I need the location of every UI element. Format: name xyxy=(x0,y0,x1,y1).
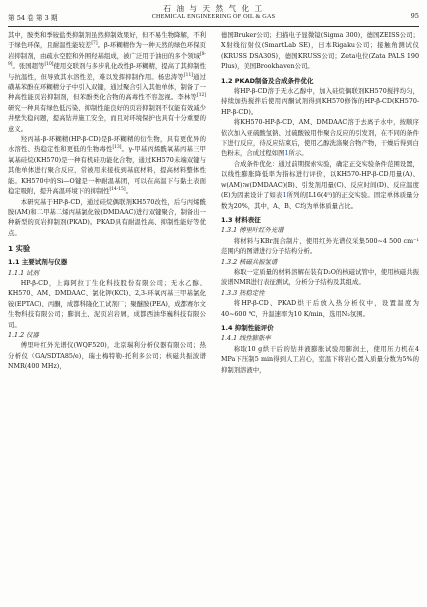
paragraph: 将材料与KBr混合制片，使用红外光谱仪采集500~4 500 cm⁻¹范围内的图谱进行分子结构分析。 xyxy=(221,237,419,256)
subsection-heading: 1.4 抑制性能评价 xyxy=(221,323,274,332)
subsection-heading: 1.2 PKAD制备及合成条件优化 xyxy=(221,76,314,85)
subsubsection-heading: 1.3.3 热稳定性 xyxy=(221,289,265,297)
subsubsection-heading: 1.4.1 线性膨胀率 xyxy=(221,335,271,343)
citation[interactable]: [8-9] xyxy=(8,51,206,68)
paragraph: 合成条件优化：通过前期探索实验，确定正交实验条件范围设置，以线性膨胀降低率为指标进行评价，以KH570-HP-β-CD用量(A)、w(AM)∶w(DMDAAC)(B)、引发剂用量(C)、反应时间(D)、反应温度(E)为因素设计了如表1所列的[L16(4⁵)]的正交实验。固定单体质量分数为20%，其中，A、B、C均为单体质量占比。 xyxy=(221,160,419,210)
left-column xyxy=(8,31,206,373)
subsection-heading: 1.3 材料表征 xyxy=(221,215,261,224)
citation[interactable]: [13] xyxy=(112,145,122,151)
citation[interactable]: [10] xyxy=(44,62,54,68)
citation[interactable]: [11] xyxy=(183,72,193,78)
paragraph: 称取一定质量的材料溶解在装有D₂O的核磁试管中，使用核磁共振波谱NMR进行表征测试，分析分子结构及其组成。 xyxy=(221,268,419,287)
journal-title xyxy=(8,4,419,21)
paragraph: 本研究基于HP-β-CD，通过硅烷偶联剂KH570改性，后与丙烯酰胺(AM)和二甲基二烯丙基氯化铵(DMDAAC)进行双键聚合，制备出一种新型的页岩抑制剂(PKAD)。PKAD具有耐温性高、抑制性能好等优点。 xyxy=(8,198,206,237)
paragraph: 傅里叶红外光谱仪(WQF520)，北京瑞利分析仪器有限公司；热分析仪（GA/SDTA85/e)，瑞士梅特勒-托利多公司；核磁共振波谱NMR(400 MHz)， xyxy=(8,342,206,371)
journal-title-en: CHEMICAL ENGINEERING OF OIL & GAS xyxy=(151,13,276,20)
paragraph: 将KH570-HP-β-CD、AM、DMDAAC溶于去离子水中，按顺序依次加入亚硫酸氢钠、过硫酸铵用作聚合反应的引发剂，在不同的条件下进行反应，待反应结束后，使用乙醇洗涤聚合物产物，干燥后得到白色粉末，合成过程如图1所示。 xyxy=(221,119,419,158)
header-rule xyxy=(8,26,419,27)
page-number: 95 xyxy=(410,12,419,20)
paragraph: 德国Bruker公司；扫描电子显微镜(Sigma 300)，德国ZEISS公司；X射线衍射仪(SmartLab SE)，日本Rigaku公司；接触角测试仪(KRUSS DSA30S)，德国KRUSS公司；Zeta电位(Zata PALS 190 Plus)，美国Brookhaven公司。 xyxy=(221,32,419,71)
table-link[interactable]: 1 xyxy=(282,192,287,200)
paragraph: 其中，胺类和季铵盐类抑制剂虽然抑制效果好，但不易生物降解，不利于绿色环保，且耐温性能较差[7]。β-环糊精作为一种天然的绿色环保页岩抑制剂，由疏水空腔和外围羟基组成，被广泛用于油田的多个领域[8-9]。张国超等[10]使用交联剂与多步乳化改性β-环糊精，提高了其抑制性与抗温性，但导致其水溶性差，难以发挥抑制作用。杨忠涛等[11]通过磺基苯酚在环糊精分子中引入双键，通过聚合引入其他单体，制备了一种高性能页岩抑制剂，但苯酚类化合物的高毒性不容忽视。李林等[12]研究一种具有绿色低污染、抑制性能良好的页岩抑制剂不仅能有效减少井壁失稳问题，提高钻井施工安全，而且对环境保护也具有十分重要的意义。 xyxy=(8,32,206,133)
subsubsection-heading: 1.3.2 核磁共振氢谱 xyxy=(221,258,278,266)
paragraph: 羟丙基-β-环糊精(HP-β-CD)是β-环糊精的衍生物，具有更优异的水溶性、热稳定性和更低的生物毒性[13]。γ-甲基丙烯酰氧基丙基三甲氧基硅烷(KH570)是一种有机硅功能化合物，通过KH570未端双键与其他单体进行聚合反应，常被用来接枝到基底材料，提高材料整体性能。KH570中的Si—O键是一种耐温基团，可以在高温下与黏土表面稳定吸附，提升高温环境下的抑制性[14-15]。 xyxy=(8,136,206,196)
citation[interactable]: [14-15] xyxy=(109,186,126,192)
paragraph: 称取10 g烘干后的钻井液膨胀试验用膨润土，使用压力机在4 MPa下压制5 min得到人工岩心，室温下将岩心置入质量分数为5%的抑制剂溶液中， xyxy=(221,345,419,374)
citation[interactable]: [7] xyxy=(91,41,98,47)
paragraph: HP-β-CD，上海阿拉丁生化科技股份有限公司；无水乙醇、KH570、AM、DMDAAC、氯化钾(KCl)、2,3-环氧丙基三甲基氯化铵(EPTAC)、丙酮，成都科隆化工试剂厂；聚醚胺(PEA)，成都赛尔文生物科技有限公司；膨润土、泥页岩岩屑，成都西油华巍科技有限公司。 xyxy=(8,279,206,329)
figure-link[interactable]: 1 xyxy=(284,150,289,158)
paragraph: 将HP-β-CD、PKAD烘干后放入热分析仪中，设置温度为40~600 ℃，升温速率为10 K/min，选用N₂氛围。 xyxy=(221,300,419,318)
right-column xyxy=(221,31,419,376)
subsubsection-heading: 1.3.1 傅里叶红外光谱 xyxy=(221,227,284,235)
citation[interactable]: [12] xyxy=(196,93,206,99)
journal-title-cn: 石 油 与 天 然 气 化 工 xyxy=(163,4,264,13)
subsubsection-heading: 1.1.1 试剂 xyxy=(8,269,39,277)
volume-issue: 第 54 卷 第 3 期 xyxy=(8,14,58,22)
running-header xyxy=(8,4,419,26)
subsubsection-heading: 1.1.2 仪器 xyxy=(8,331,39,339)
paragraph: 将HP-β-CD溶于无水乙醇中，加入硅烷偶联剂KH570搅拌均匀，持续加热搅拌后使用丙酮试剂得到KH570修饰的HP-β-CD(KH570-HP-β-CD)。 xyxy=(221,88,419,116)
subsection-heading: 1.1 主要试剂与仪器 xyxy=(8,258,68,267)
section-heading: 1 实验 xyxy=(8,244,31,254)
